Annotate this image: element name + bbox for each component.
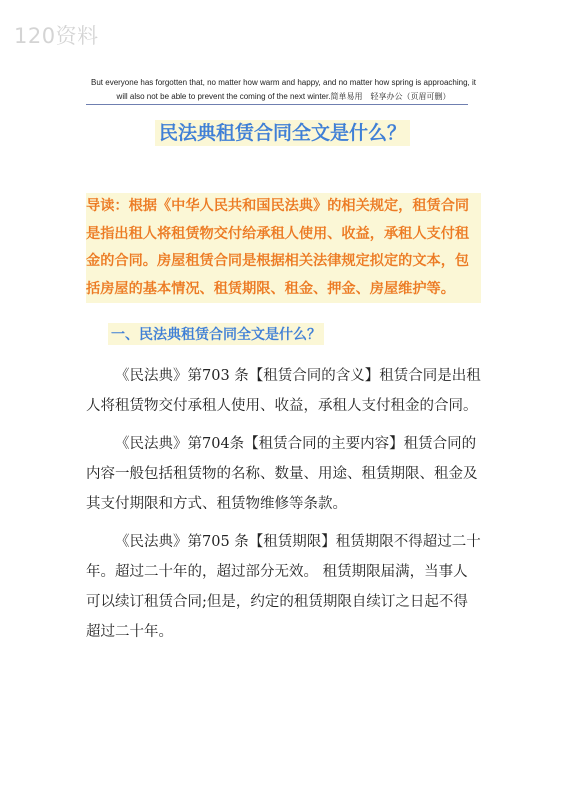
- page-header: [86, 76, 481, 104]
- article-705-paragraph: 《民法典》第705 条【租赁期限】租赁期限不得超过二十年。超过二十年的，超过部分无效。 租赁期限届满，当事人可以续订租赁合同;但是，约定的租赁期限自续订之日起不得超过二十年。: [86, 534, 481, 640]
- article-703-paragraph: 《民法典》第703 条【租赁合同的含义】租赁合同是出租人将租赁物交付承租人使用、收益，承租人支付租金的合同。: [86, 368, 481, 414]
- header-line-2: will also not be able to prevent the coming of the next winter.简单易用 轻享办公（页眉可删）: [116, 92, 451, 101]
- document-title: 民法典租赁合同全文是什么？: [155, 120, 410, 146]
- document-title-wrap: [0, 118, 565, 145]
- article-704-paragraph: 《民法典》第704条【租赁合同的主要内容】租赁合同的内容一般包括租赁物的名称、数量、用途、租赁期限、租金及其支付期限和方式、租赁物维修等条款。: [86, 436, 478, 512]
- header-divider: [86, 104, 468, 105]
- header-line-1: But everyone has forgotten that, no matter how warm and happy, and no matter how spring is approaching, it: [91, 78, 476, 87]
- intro-summary: 导读：根据《中华人民共和国民法典》的相关规定，租赁合同是指出租人将租赁物交付给承租人使用、收益，承租人支付租金的合同。房屋租赁合同是根据相关法律规定拟定的文本，包括房屋的基本情况、租赁期限、租金、押金、房屋维护等。: [86, 193, 481, 303]
- watermark-logo: 120资料: [14, 24, 99, 48]
- section-heading-1: 一、民法典租赁合同全文是什么？: [108, 323, 324, 345]
